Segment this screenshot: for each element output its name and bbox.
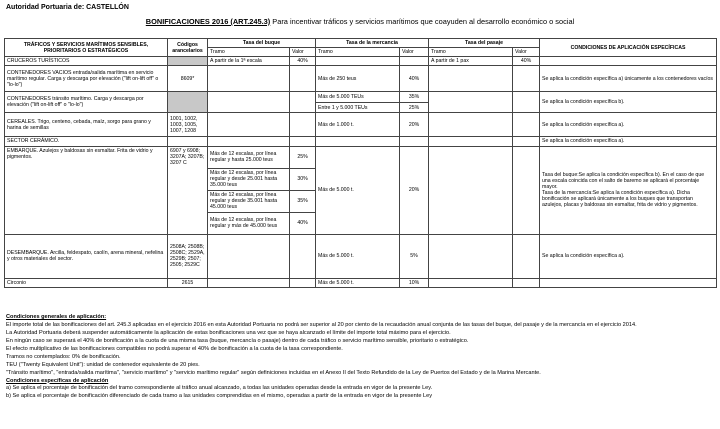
buque-valor	[290, 92, 316, 113]
buque-valor: 30%	[290, 168, 316, 190]
buque-tramo: Más de 12 escalas, por línea regular y desde 25.001 hasta 35.000 teus	[208, 168, 290, 190]
pasaje-tramo	[429, 278, 513, 287]
buque-valor: 40%	[290, 212, 316, 234]
code-cell-empty	[168, 57, 208, 66]
condition-cell	[540, 278, 717, 287]
buque-tramo	[208, 113, 290, 137]
header-tasa-buque: Tasa del buque	[208, 39, 316, 48]
mercancia-tramo: Más de 5.000 t.	[316, 146, 400, 234]
buque-tramo	[208, 278, 290, 287]
bonificaciones-table	[4, 38, 717, 288]
condition-b: b) Se aplica el porcentaje de bonificación diferenciado de cada tramo a las unidades comprendidas en el mismo, operadas a partir de la entrada en vigor de la presente Ley	[6, 393, 433, 400]
row-name: DESEMBARQUE. Arcilla, feldespato, caolín, arena mineral, nefelina y otros materiales del sector.	[5, 234, 168, 278]
pasaje-valor	[513, 137, 540, 146]
condition-cell: Se aplica la condición específica a).	[540, 137, 717, 146]
general-conditions-title: Condiciones generales de aplicación:	[6, 314, 107, 320]
code-cell	[168, 137, 208, 146]
buque-tramo: Más de 12 escalas, por línea regular y más de 45.000 teus	[208, 212, 290, 234]
pasaje-tramo: A partir de 1 pax	[429, 57, 513, 66]
buque-valor	[290, 234, 316, 278]
pasaje-valor	[513, 113, 540, 137]
buque-valor	[290, 113, 316, 137]
mercancia-tramo: Más de 1.000 t.	[316, 113, 400, 137]
pasaje-valor	[513, 146, 540, 234]
mercancia-valor	[400, 57, 429, 66]
note-line: La Autoridad Portuaria deberá suspender automáticamente la aplicación de estas bonificaciones una vez que se haya alcanzado el límite del importe total máximo para el ejercicio.	[6, 329, 451, 336]
header-tramo: Tramo	[208, 48, 290, 57]
table-row	[5, 234, 717, 278]
condition-cell: Se aplica la condición específica a) únicamente a los contenedores vacíos	[540, 66, 717, 92]
pasaje-valor	[513, 66, 540, 92]
code-cell: 1001, 1002, 1003, 1005, 1007, 1208	[168, 113, 208, 137]
mercancia-valor: 5%	[400, 234, 429, 278]
header-codigos: Códigos arancelarios	[168, 39, 208, 57]
header-tramo: Tramo	[316, 48, 400, 57]
header-valor: Valor	[290, 48, 316, 57]
mercancia-valor: 10%	[400, 278, 429, 287]
code-cell: 2615	[168, 278, 208, 287]
table-row	[5, 66, 717, 92]
buque-tramo	[208, 234, 290, 278]
mercancia-valor: 25%	[400, 103, 429, 113]
buque-tramo: Más de 12 escalas, por línea regular y hasta 25.000 teus	[208, 146, 290, 168]
pasaje-tramo	[429, 137, 513, 146]
header-tasa-mercancia: Tasa de la mercancía	[316, 39, 429, 48]
buque-valor	[290, 137, 316, 146]
code-cell: 6907 y 6908; 3207A; 3207B; 3207 C	[168, 146, 208, 234]
buque-valor: 40%	[290, 57, 316, 66]
pasaje-tramo	[429, 113, 513, 137]
buque-tramo: Más de 12 escalas, por línea regular y desde 35.001 hasta 45.000 teus	[208, 190, 290, 212]
table-row	[5, 137, 717, 146]
row-name: CEREALES. Trigo, centeno, cebada, maíz, sorgo para grano y harina de semillas	[5, 113, 168, 137]
condition-cell: Tasa del buque:Se aplica la condición específica b). En el caso de que una escala coincida con el salto de baremo se aplicará el porcentaje mayor. Tasa de la mercancía:Se aplica la condición específica a). Dicha bonificación se aplicará únicamente a los buques que transportan azulejos, placas y baldosas sin esmaltar, frita de vidrio y pigmentos.	[540, 146, 717, 234]
note-line: En ningún caso se superará el 40% de bonificación a la cuota de una misma tasa (buque, mercancía o pasaje) dentro de cada tráfico o servicio marítimo sensible, prioritario o estratégico.	[6, 337, 469, 344]
row-name: CRUCEROS TURÍSTICOS	[5, 57, 168, 66]
buque-valor	[290, 66, 316, 92]
mercancia-tramo	[316, 57, 400, 66]
buque-valor: 25%	[290, 146, 316, 168]
table-row	[5, 278, 717, 287]
condition-a: a) Se aplica el porcentaje de bonificación del tramo correspondiente al tráfico anual alcanzado, a todas las unidades operadas desde la entrada en vigor de la presente Ley.	[6, 385, 433, 392]
mercancia-tramo: Más de 5.000 t.	[316, 234, 400, 278]
note-line: Tramos no contemplados: 0% de bonificación.	[6, 353, 121, 360]
pasaje-valor	[513, 92, 540, 113]
mercancia-tramo	[316, 137, 400, 146]
mercancia-valor: 20%	[400, 146, 429, 234]
mercancia-tramo: Más de 5.000 t.	[316, 278, 400, 287]
specific-conditions-title: Condiciones específicas de aplicación	[6, 377, 109, 384]
title-bold: BONIFICACIONES 2016 (ART.245.3)	[145, 17, 271, 26]
condition-cell: Se aplica la condición específica b).	[540, 92, 717, 113]
row-name: EMBARQUE. Azulejos y baldosas sin esmaltar. Frita de vidrio y pigmentos.	[5, 146, 168, 234]
mercancia-tramo: Entre 1 y 5.000 TEUs	[316, 103, 400, 113]
note-line: "Tránsito marítimo", "entrada/salida marítima", "servicio marítimo" y "servicio marítimo regular" según definiciones incluidas en el Anexo II del Texto Refundido de la Ley de Puertos del Estado y de la Marina Mercante.	[6, 369, 541, 376]
buque-valor: 35%	[290, 190, 316, 212]
buque-valor	[290, 278, 316, 287]
mercancia-valor: 40%	[400, 66, 429, 92]
buque-tramo: A partir de la 1ª escala	[208, 57, 290, 66]
pasaje-tramo	[429, 92, 513, 113]
header-valor: Valor	[513, 48, 540, 57]
table-row	[5, 146, 717, 168]
header-condiciones: CONDICIONES DE APLICACIÓN ESPECÍFICAS	[540, 39, 717, 57]
mercancia-tramo: Más de 5.000 TEUs	[316, 92, 400, 103]
pasaje-tramo	[429, 66, 513, 92]
code-cell: 8609*	[168, 66, 208, 92]
header-tasa-pasaje: Tasa del pasaje	[429, 39, 540, 48]
note-line: El importe total de las bonificaciones del art. 245.3 aplicadas en el ejercicio 2016 en esta Autoridad Portuaria no podrá ser superior al 20 por ciento de la recaudación anual conjunta de las tasas del buque, del pasaje y de la mercancía en el ejercicio 2014.	[6, 321, 637, 328]
table-row	[5, 57, 717, 66]
note-line: El efecto multiplicativo de las bonificaciones compatibles no podrá superar el 40% de bonificación a la cuota de la tasa correspondiente.	[6, 345, 343, 352]
row-name: CONTENEDORES VACIOS entrada/salida marítima en servicio marítimo regular. Carga y descarga por elevación ("lift on-lift off" o "lo-lo")	[5, 66, 168, 92]
table-row	[5, 113, 717, 137]
code-cell: 2508A; 2508B; 2508C; 2529A, 2529B; 2507; 2505; 2529C	[168, 234, 208, 278]
mercancia-valor: 35%	[400, 92, 429, 103]
note-line: TEU ("Twenty Equivalent Unit"): unidad de contenedor equivalente de 20 pies.	[6, 361, 200, 368]
pasaje-tramo	[429, 146, 513, 234]
row-name: CONTENEDORES tránsito marítimo. Carga y descarga por elevación ("lift on-lift off" o "lo-lo")	[5, 92, 168, 113]
row-name: Circonio	[5, 278, 168, 287]
table-row	[5, 92, 717, 103]
buque-tramo	[208, 137, 290, 146]
buque-tramo	[208, 66, 290, 92]
condition-cell: Se aplica la condición específica a).	[540, 113, 717, 137]
pasaje-valor	[513, 278, 540, 287]
header-tramo: Tramo	[429, 48, 513, 57]
header-traficos: TRÁFICOS Y SERVICIOS MARÍTIMOS SENSIBLES, PRIORITARIOS O ESTRATÉGICOS	[5, 39, 168, 57]
port-authority-header: Autoridad Portuaria de: CASTELLÓN	[6, 4, 129, 11]
pasaje-tramo	[429, 234, 513, 278]
mercancia-valor	[400, 137, 429, 146]
mercancia-valor: 20%	[400, 113, 429, 137]
row-name: SECTOR CERÁMICO.	[5, 137, 168, 146]
notes-section	[6, 314, 714, 401]
condition-cell: Se aplica la condición específica a).	[540, 234, 717, 278]
header-valor: Valor	[400, 48, 429, 57]
code-cell-empty	[168, 92, 208, 113]
document-title	[0, 17, 720, 26]
buque-tramo	[208, 92, 290, 113]
title-rest: Para incentivar tráficos y servicios marítimos que coayuden al desarrollo económico o social	[270, 17, 575, 26]
pasaje-valor: 40%	[513, 57, 540, 66]
mercancia-tramo: Más de 250 teus	[316, 66, 400, 92]
pasaje-valor	[513, 234, 540, 278]
condition-cell	[540, 57, 717, 66]
